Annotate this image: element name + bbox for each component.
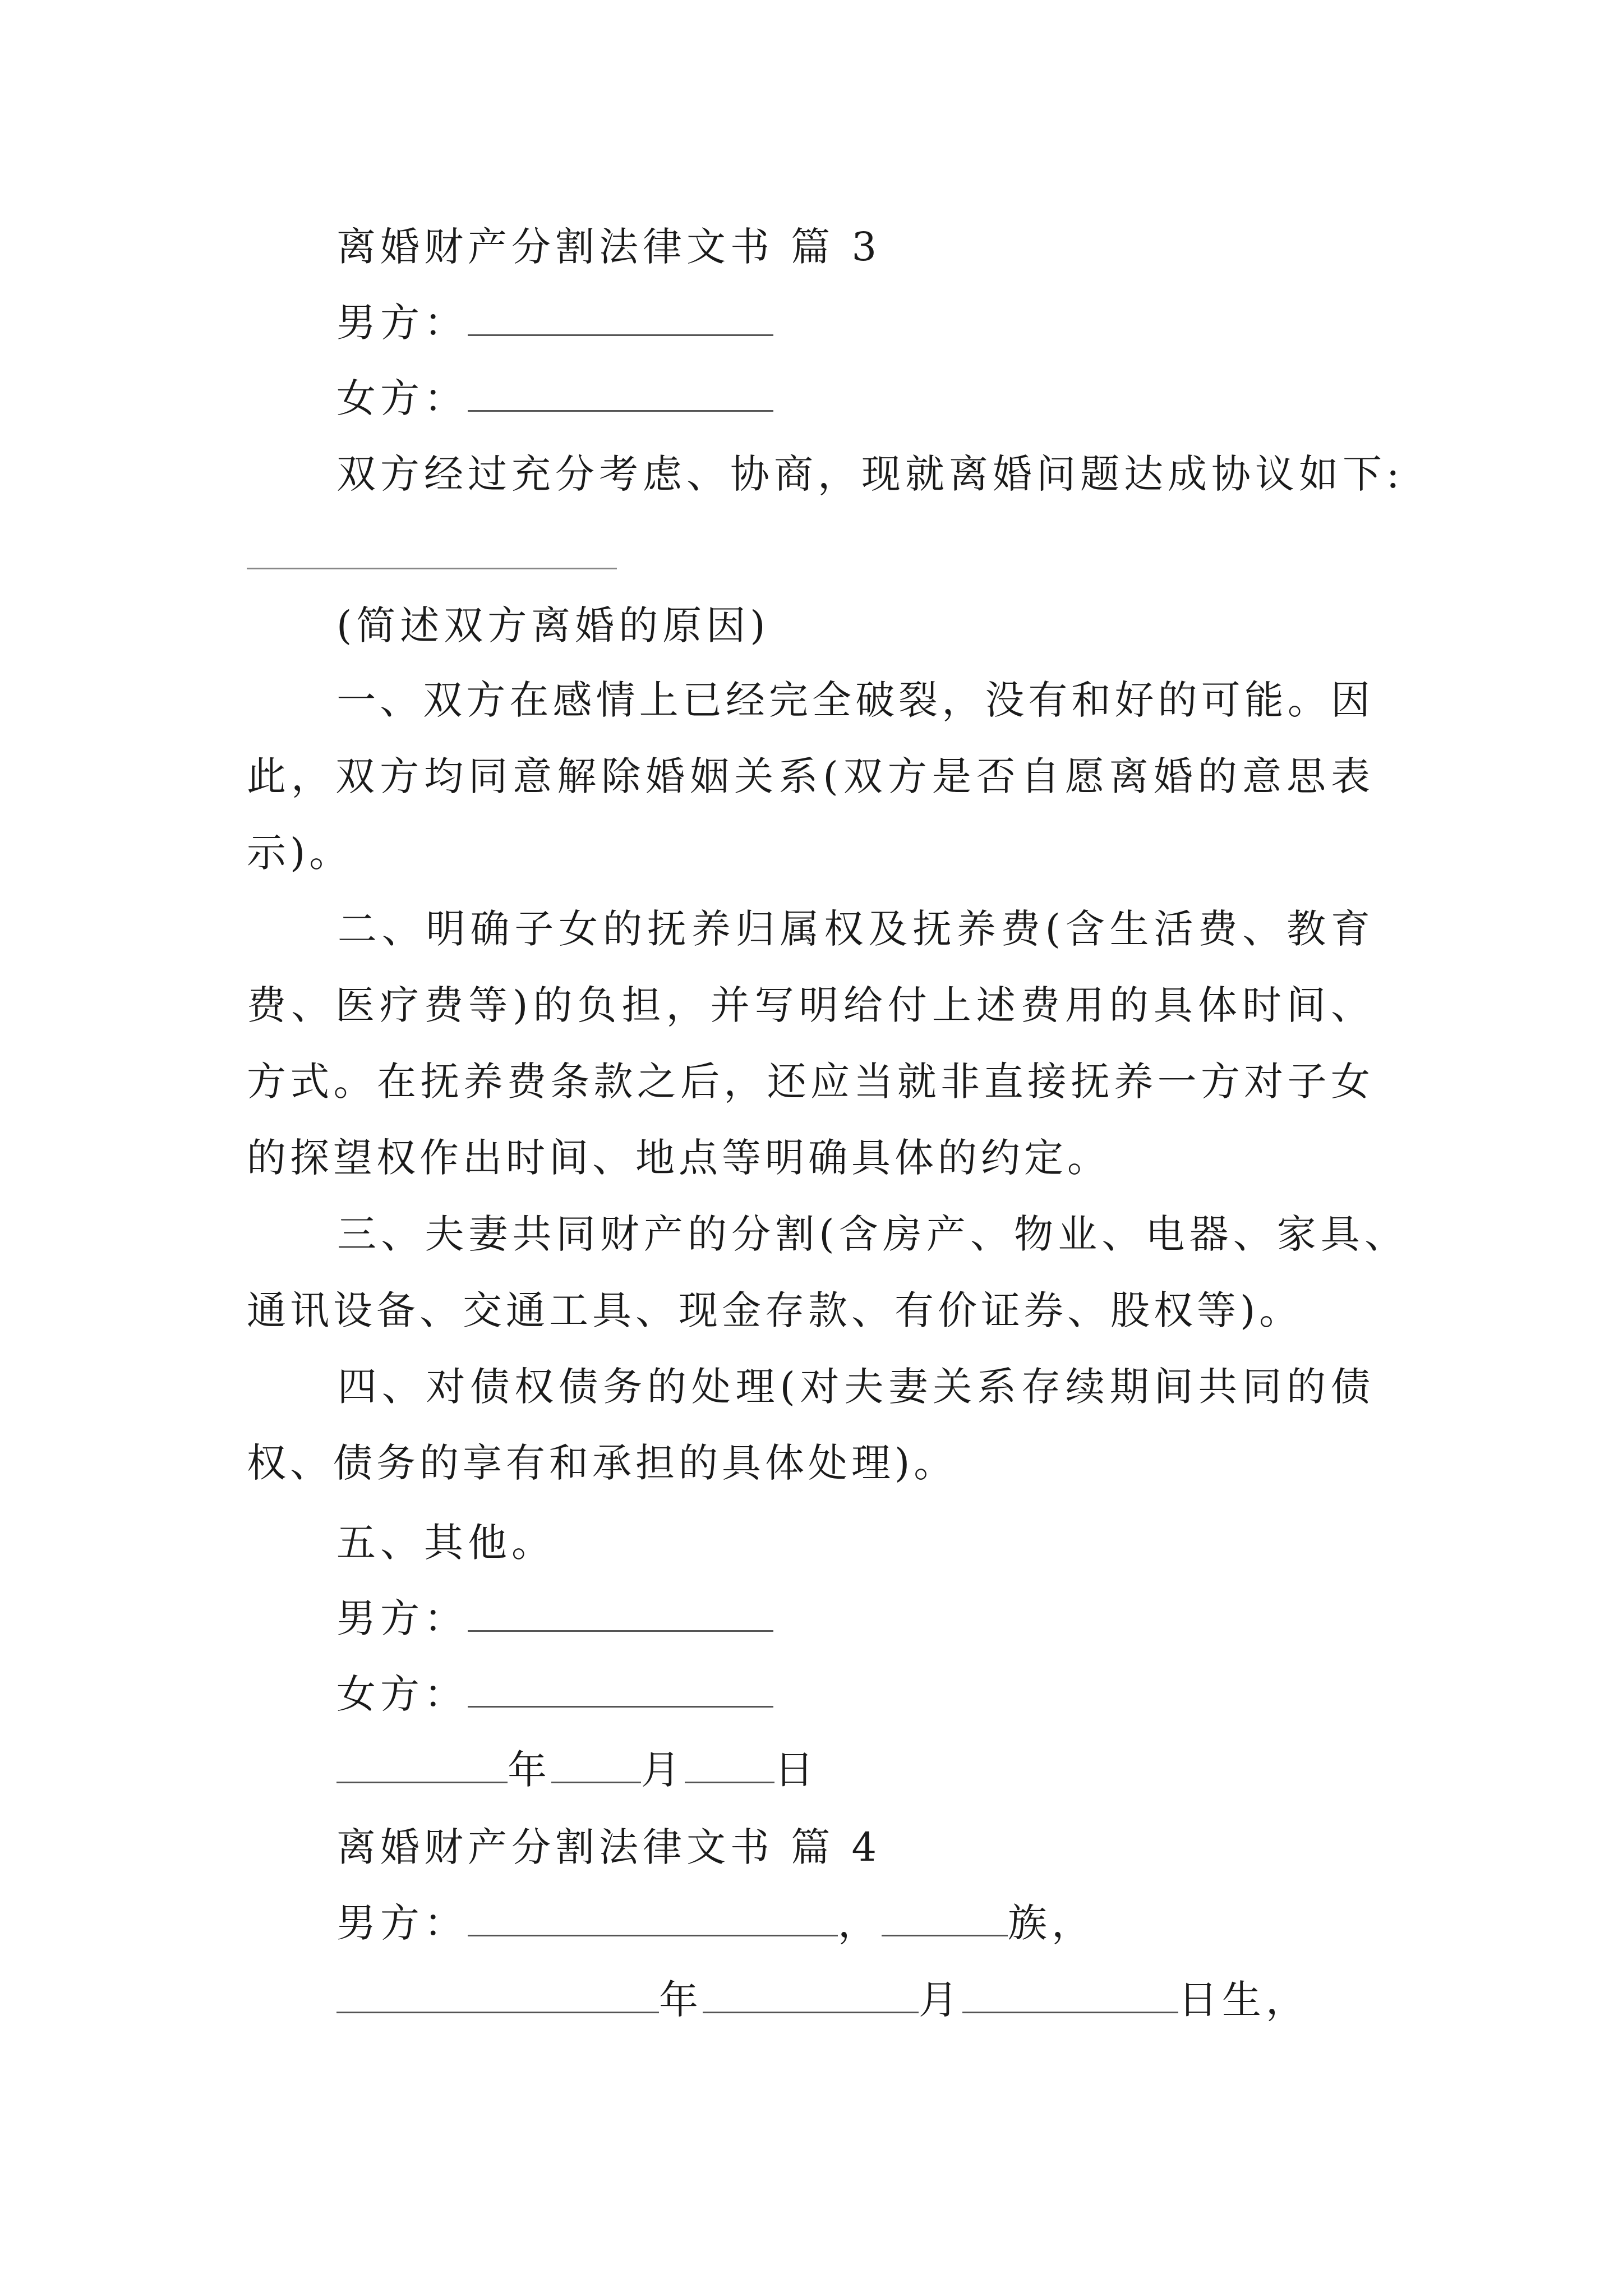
section-4-birth-row	[336, 1977, 1310, 2023]
agreement-intro-text: 双方经过充分考虑、协商，现就离婚问题达成协议如下:	[336, 451, 1404, 497]
date-year-blank[interactable]	[336, 1750, 508, 1783]
clause-2-text: 二、明确子女的抚养归属权及抚养费(含生活费、教育费、医疗费等)的负担，并写明给付上述费用的具体时间、方式。在抚养费条款之后，还应当就非直接抚养一方对子女的探望权作出时间、地点等明确具体的约定。	[247, 906, 1374, 1181]
clause-3	[247, 1196, 1408, 1349]
signature-female-label: 女方：	[336, 1671, 468, 1717]
divorce-reason-text: (简述双方离婚的原因)	[336, 602, 770, 648]
clause-2	[247, 891, 1374, 1196]
date-year-label: 年	[508, 1747, 551, 1793]
birth-year-label: 年	[659, 1977, 703, 2023]
female-party-row	[336, 375, 773, 421]
date-day-blank[interactable]	[685, 1750, 774, 1783]
section-4-ethnicity-label: 族，	[1008, 1900, 1095, 1946]
male-party-blank[interactable]	[468, 303, 773, 336]
section-3-title	[336, 224, 882, 270]
birth-month-label: 月	[919, 1977, 962, 2023]
clause-1	[247, 662, 1374, 891]
divorce-reason	[336, 602, 770, 648]
clause-5-text: 五、其他。	[336, 1520, 555, 1566]
section-3-title-text: 离婚财产分割法律文书 篇 3	[336, 224, 882, 270]
signature-male-label: 男方：	[336, 1595, 468, 1641]
male-party-label: 男方：	[336, 300, 468, 346]
date-day-label: 日	[774, 1747, 818, 1793]
section-4-male-name-blank[interactable]	[468, 1903, 838, 1936]
clause-3-text: 三、夫妻共同财产的分割(含房产、物业、电器、家具、通讯设备、交通工具、现金存款、有价证券、股权等)。	[247, 1211, 1408, 1333]
female-party-label: 女方：	[336, 375, 468, 421]
agreement-intro	[336, 451, 1404, 497]
date-month-label: 月	[641, 1747, 685, 1793]
section-4-title-text: 离婚财产分割法律文书 篇 4	[336, 1824, 882, 1870]
male-party-row	[336, 300, 773, 346]
signature-male-row	[336, 1595, 773, 1641]
clause-4	[247, 1349, 1374, 1501]
section-4-comma: ，	[838, 1900, 882, 1946]
section-4-male-row	[336, 1900, 1095, 1946]
separator-rule	[247, 568, 617, 569]
birth-year-blank[interactable]	[336, 1980, 659, 2013]
date-month-blank[interactable]	[551, 1750, 641, 1783]
section-4-male-label: 男方：	[336, 1900, 468, 1946]
clause-4-text: 四、对债权债务的处理(对夫妻关系存续期间共同的债权、债务的享有和承担的具体处理)。	[247, 1364, 1374, 1486]
signature-male-blank[interactable]	[468, 1599, 773, 1632]
section-4-ethnicity-blank[interactable]	[882, 1903, 1008, 1936]
female-party-blank[interactable]	[468, 379, 773, 412]
signing-date-row	[336, 1747, 818, 1793]
signature-female-blank[interactable]	[468, 1674, 773, 1708]
birth-month-blank[interactable]	[703, 1980, 919, 2013]
birth-day-blank[interactable]	[962, 1980, 1178, 2013]
signature-female-row	[336, 1671, 773, 1717]
section-4-title	[336, 1824, 882, 1870]
clause-5	[336, 1520, 555, 1566]
clause-1-text: 一、双方在感情上已经完全破裂，没有和好的可能。因此，双方均同意解除婚姻关系(双方是否自愿离婚的意思表示)。	[247, 677, 1374, 876]
birth-day-label: 日生，	[1178, 1977, 1310, 2023]
